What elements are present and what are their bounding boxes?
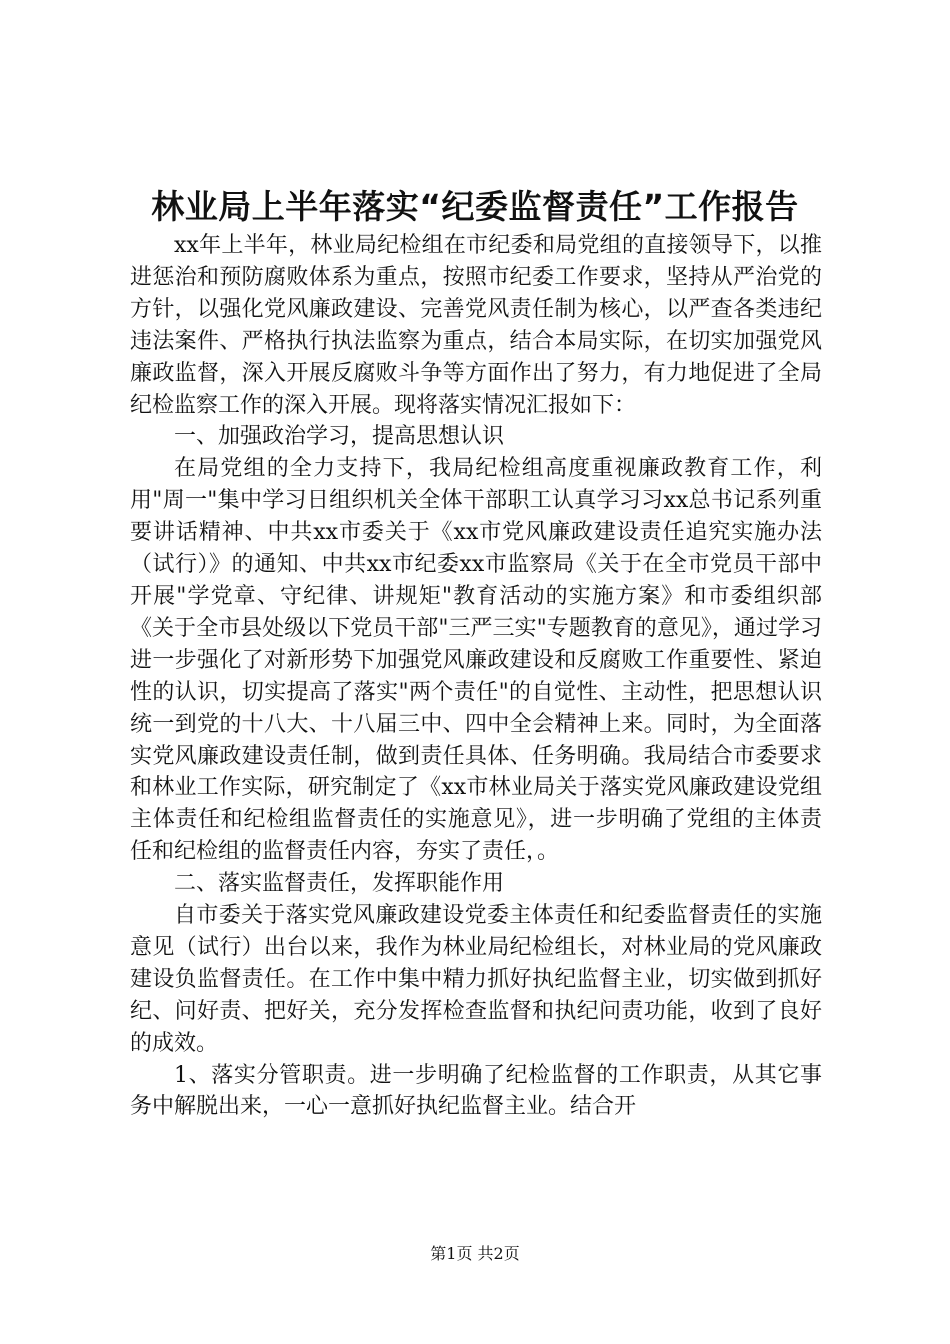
paragraph-section-2: 自市委关于落实党风廉政建设党委主体责任和纪委监督责任的实施意见（试行）出台以来，我作为林业局纪检组长，对林业局的党风廉政建设负监督责任。在工作中集中精力抓好执纪监督主业，切实做到抓好纪、问好责、把好关，充分发挥检查监督和执纪问责功能，收到了良好的成效。 [130, 903, 822, 1056]
section-heading-1: 一、加强政治学习，提高思想认识 [174, 424, 505, 450]
paragraph-section-1: 在局党组的全力支持下，我局纪检组高度重视廉政教育工作，利用"周一"集中学习日组织机关全体干部职工认真学习习xx总书记系列重要讲话精神、中共xx市委关于《xx市党风廉政建设责任追究实施办法（试行）》的通知、中共xx市纪委xx市监察局《关于在全市党员干部中开展"学党章、守纪律、讲规矩"教育活动的实施方案》和市委组织部《关于全市县处级以下党员干部"三严三实"专题教育的意见》，通过学习进一步强化了对新形势下加强党风廉政建设和反腐败工作重要性、紧迫性的认识，切实提高了落实"两个责任"的自觉性、主动性，把思想认识统一到党的十八大、十八届三中、四中全会精神上来。同时，为全面落实党风廉政建设责任制，做到责任具体、任务明确。我局结合市委要求和林业工作实际，研究制定了《xx市林业局关于落实党风廉政建设党组主体责任和纪检组监督责任的实施意见》，进一步明确了党组的主体责任和纪检组的监督责任内容，夯实了责任，。 [130, 456, 822, 865]
paragraph-item-1: 1、落实分管职责。进一步明确了纪检监督的工作职责，从其它事务中解脱出来，一心一意抓好执纪监督主业。结合开 [130, 1062, 822, 1120]
page-number-footer: 第1页 共2页 [430, 1244, 520, 1263]
section-heading-2: 二、落实监督责任，发挥职能作用 [174, 871, 505, 897]
document-title: 林业局上半年落实“纪委监督责任”工作报告 [151, 187, 799, 226]
paragraph-intro: xx年上半年，林业局纪检组在市纪委和局党组的直接领导下，以推进惩治和预防腐败体系为重点，按照市纪委工作要求，坚持从严治党的方针，以强化党风廉政建设、完善党风责任制为核心，以严查各类违纪违法案件、严格执行执法监察为重点，结合本局实际，在切实加强党风廉政监督，深入开展反腐败斗争等方面作出了努力，有力地促进了全局纪检监察工作的深入开展。现将落实情况汇报如下： [130, 233, 822, 418]
document-body [130, 230, 822, 1123]
